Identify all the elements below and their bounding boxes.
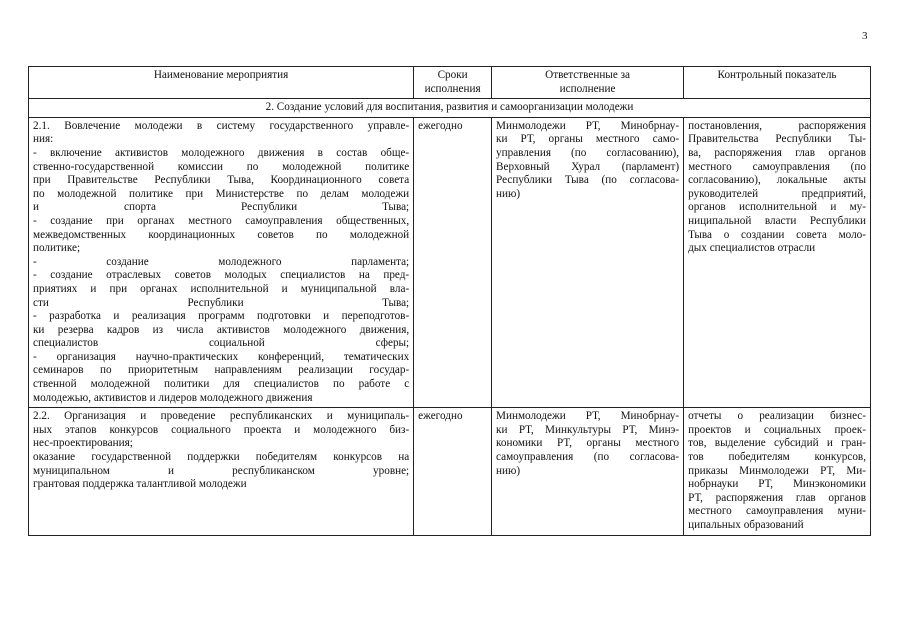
- text-line: 2.1. Вовлечение молодежи в систему государственного управле-: [33, 119, 410, 132]
- header-event: [29, 67, 414, 99]
- text-line: оказание государственной поддержки победителям конкурсов на: [33, 451, 410, 464]
- text-line: - создание отраслевых советов молодых специалистов на пред-: [33, 269, 410, 282]
- section-row: [29, 99, 871, 118]
- text-line: исполнение: [559, 82, 616, 95]
- text-line: - создание молодежного парламента;: [33, 255, 410, 268]
- text-line: согласованию), локальные акты: [688, 174, 866, 187]
- term-cell: [414, 408, 492, 535]
- table-header-row: [29, 67, 871, 99]
- text-line: политике;: [33, 242, 81, 255]
- header-term: [414, 67, 492, 99]
- text-line: кономики РТ, органы местного: [496, 437, 680, 450]
- responsible-cell: [492, 117, 684, 407]
- header-indicator: [684, 67, 871, 99]
- text-line: местного самоуправления (по: [688, 160, 866, 173]
- text-line: ки РТ, Минкультуры РТ, Минэ-: [496, 423, 680, 436]
- indicator-cell: [684, 408, 871, 535]
- text-line: ственно-государственной комиссии по молодежной политике: [33, 160, 410, 173]
- text-line: тов, выделение субсидий и гран-: [688, 437, 866, 450]
- table-row: [29, 117, 871, 407]
- text-line: ки РТ, органы местного само-: [496, 133, 680, 146]
- responsible-cell: [492, 408, 684, 535]
- text-line: органов исполнительной и му-: [688, 201, 866, 214]
- text-line: ципальных образований: [688, 519, 804, 531]
- text-line: муниципальном и республиканском уровне;: [33, 464, 410, 477]
- text-line: нес-проектирования;: [33, 437, 133, 450]
- text-line: и спорта Республики Тыва;: [33, 201, 410, 214]
- text-line: Ответственные за: [545, 69, 630, 81]
- text-line: управления (по согласованию),: [496, 146, 680, 159]
- page-number: 3: [862, 30, 868, 42]
- text-line: - разработка и реализация программ подготовки и переподготов-: [33, 310, 410, 323]
- text-line: нию): [496, 464, 521, 477]
- text-line: 2.2. Организация и проведение республиканских и муниципаль-: [33, 410, 410, 423]
- text-line: сти Республики Тыва;: [33, 296, 410, 309]
- term-cell: [414, 117, 492, 407]
- text-line: местного самоуправления муни-: [688, 505, 866, 518]
- text-line: приказы Минмолодежи РТ, Ми-: [688, 464, 866, 477]
- text-line: самоуправления (по согласова-: [496, 451, 680, 464]
- text-line: при Правительстве Республики Тыва, Координационного совета: [33, 174, 410, 187]
- text-line: - организация научно-практических конференций, тематических: [33, 350, 410, 363]
- section-title: 2. Создание условий для воспитания, развития и самоорганизации молодежи: [29, 99, 871, 118]
- table-row: [29, 408, 871, 535]
- text-line: Минмолодежи РТ, Минобрнау-: [496, 410, 680, 423]
- text-line: ва, распоряжения глав органов: [688, 146, 866, 159]
- text-line: Верховный Хурал (парламент): [496, 160, 680, 173]
- text-line: Контрольный показатель: [717, 69, 837, 81]
- text-line: Наименование мероприятия: [153, 69, 289, 81]
- text-line: РТ, распоряжения глав органов: [688, 491, 866, 504]
- text-line: межведомственных координационных советов по молодежной: [33, 228, 410, 241]
- text-line: ния:: [33, 133, 54, 146]
- text-line: отчеты о реализации бизнес-: [688, 410, 866, 423]
- text-line: проектов и социальных проек-: [688, 423, 866, 436]
- text-line: семинаров по приоритетным направлениям реализации государ-: [33, 364, 410, 377]
- text-line: Правительства Республики Ты-: [688, 133, 866, 146]
- text-line: тов победителям конкурсов,: [688, 451, 866, 464]
- header-responsible: [492, 67, 684, 99]
- text-line: ниципальной власти Республики: [688, 214, 866, 227]
- plan-table: [28, 66, 871, 536]
- text-line: ежегодно: [418, 410, 463, 423]
- text-line: - создание при органах местного самоуправления общественных,: [33, 214, 410, 227]
- text-line: по молодежной политике при Министерстве по делам молодежи: [33, 187, 410, 200]
- text-line: Тыва о создании совета моло-: [688, 228, 866, 241]
- text-line: Республики Тыва (по согласова-: [496, 174, 680, 187]
- text-line: ственной молодежной политики для специалистов по работе с: [33, 378, 410, 391]
- event-cell: [29, 117, 414, 407]
- text-line: ных этапов конкурсов социального проекта и молодежного биз-: [33, 423, 410, 436]
- text-line: приятиях и при органах исполнительной и муниципальной вла-: [33, 282, 410, 295]
- text-line: грантовая поддержка талантливой молодежи: [33, 478, 247, 491]
- text-line: Сроки: [437, 69, 468, 81]
- indicator-cell: [684, 117, 871, 407]
- text-line: дых специалистов отрасли: [688, 242, 816, 255]
- text-line: специалистов социальной сферы;: [33, 337, 410, 350]
- text-line: нию): [496, 187, 521, 200]
- text-line: ежегодно: [418, 119, 463, 132]
- text-line: руководителей предприятий,: [688, 187, 866, 200]
- text-line: Минмолодежи РТ, Минобрнау-: [496, 119, 680, 132]
- text-line: исполнения: [424, 82, 481, 95]
- text-line: - включение активистов молодежного движения в состав обще-: [33, 146, 410, 159]
- text-line: ки резерва кадров из числа активистов молодежного движения,: [33, 323, 410, 336]
- event-cell: [29, 408, 414, 535]
- text-line: молодежью, активистов и лидеров молодежного движения: [33, 391, 313, 404]
- text-line: нобрнауки РТ, Минэкономики: [688, 478, 866, 491]
- text-line: постановления, распоряжения: [688, 119, 866, 132]
